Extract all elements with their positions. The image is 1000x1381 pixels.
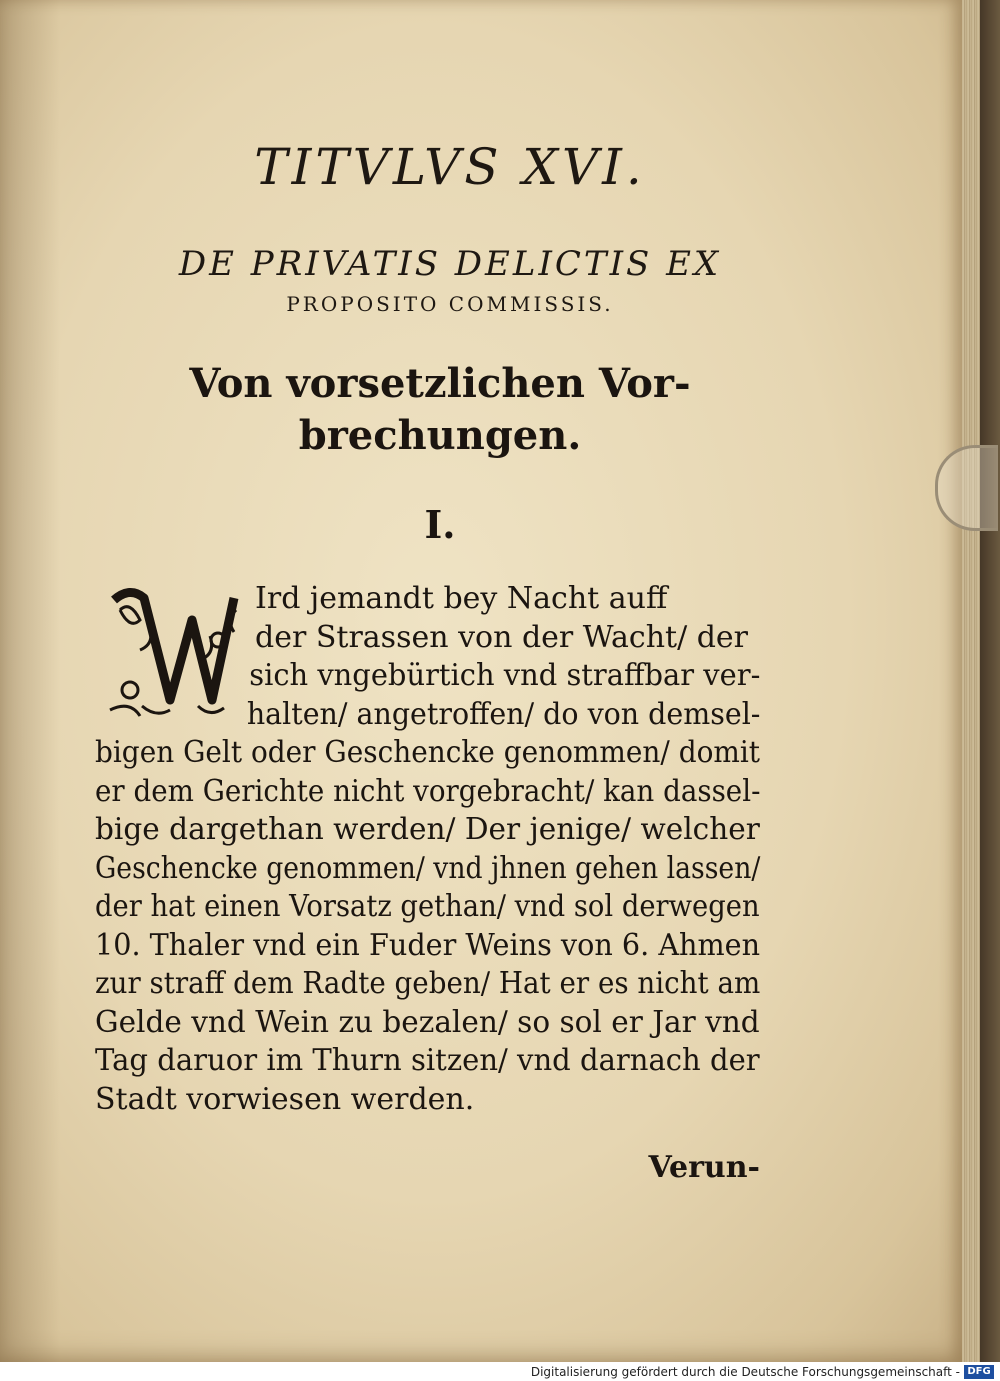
- footer-credit: Digitalisierung gefördert durch die Deutsche Forschungsgemeinschaft -: [530, 1365, 960, 1379]
- body-line: 10. Thaler vnd ein Fuder Weins von 6. Ahmen: [95, 927, 761, 963]
- section-heading: [160, 358, 720, 462]
- body-line: Geschencke genommen/ vnd jhnen gehen lassen/: [95, 850, 761, 886]
- body-line: der Strassen von der Wacht/ der: [255, 619, 749, 655]
- latin-subtitle-line1: DE PRIVATIS DELICTIS EX: [178, 244, 722, 284]
- section-numeral: I.: [424, 502, 456, 547]
- body-line: Stadt vorwiesen werden.: [95, 1081, 475, 1117]
- digitization-footer: [0, 1362, 1000, 1381]
- latin-subtitle-line2: PROPOSITO COMMISSIS.: [286, 292, 614, 316]
- body-line: er dem Gerichte nicht vorgebracht/ kan dassel-: [95, 773, 761, 809]
- body-line: der hat einen Vorsatz gethan/ vnd sol derwegen: [95, 889, 760, 924]
- dfg-logo: DFG: [964, 1365, 994, 1379]
- body-paragraph: [95, 580, 760, 1119]
- page-title: TITVLVS XVI.: [254, 138, 646, 196]
- heading-line: Von vorsetzlichen Vor-: [189, 360, 691, 407]
- body-line: zur straff dem Radte geben/ Hat er es nicht am: [95, 966, 761, 1001]
- body-line: sich vngebürtich vnd straffbar ver-: [249, 658, 761, 693]
- catchword: Verun-: [648, 1150, 760, 1185]
- body-line: halten/ angetroffen/ do von demsel-: [246, 696, 761, 732]
- body-line: Gelde vnd Wein zu bezalen/ so sol er Jar vnd: [95, 1004, 760, 1040]
- body-line: bige dargethan werden/ Der jenige/ welcher: [95, 812, 760, 847]
- body-line: Ird jemandt bey Nacht auff: [255, 581, 668, 616]
- body-line: bigen Gelt oder Geschencke genommen/ domit: [95, 735, 761, 770]
- body-line: Tag daruor im Thurn sitzen/ vnd darnach der: [95, 1043, 760, 1078]
- heading-line: brechungen.: [298, 412, 582, 459]
- spine-shadow: [0, 0, 60, 1362]
